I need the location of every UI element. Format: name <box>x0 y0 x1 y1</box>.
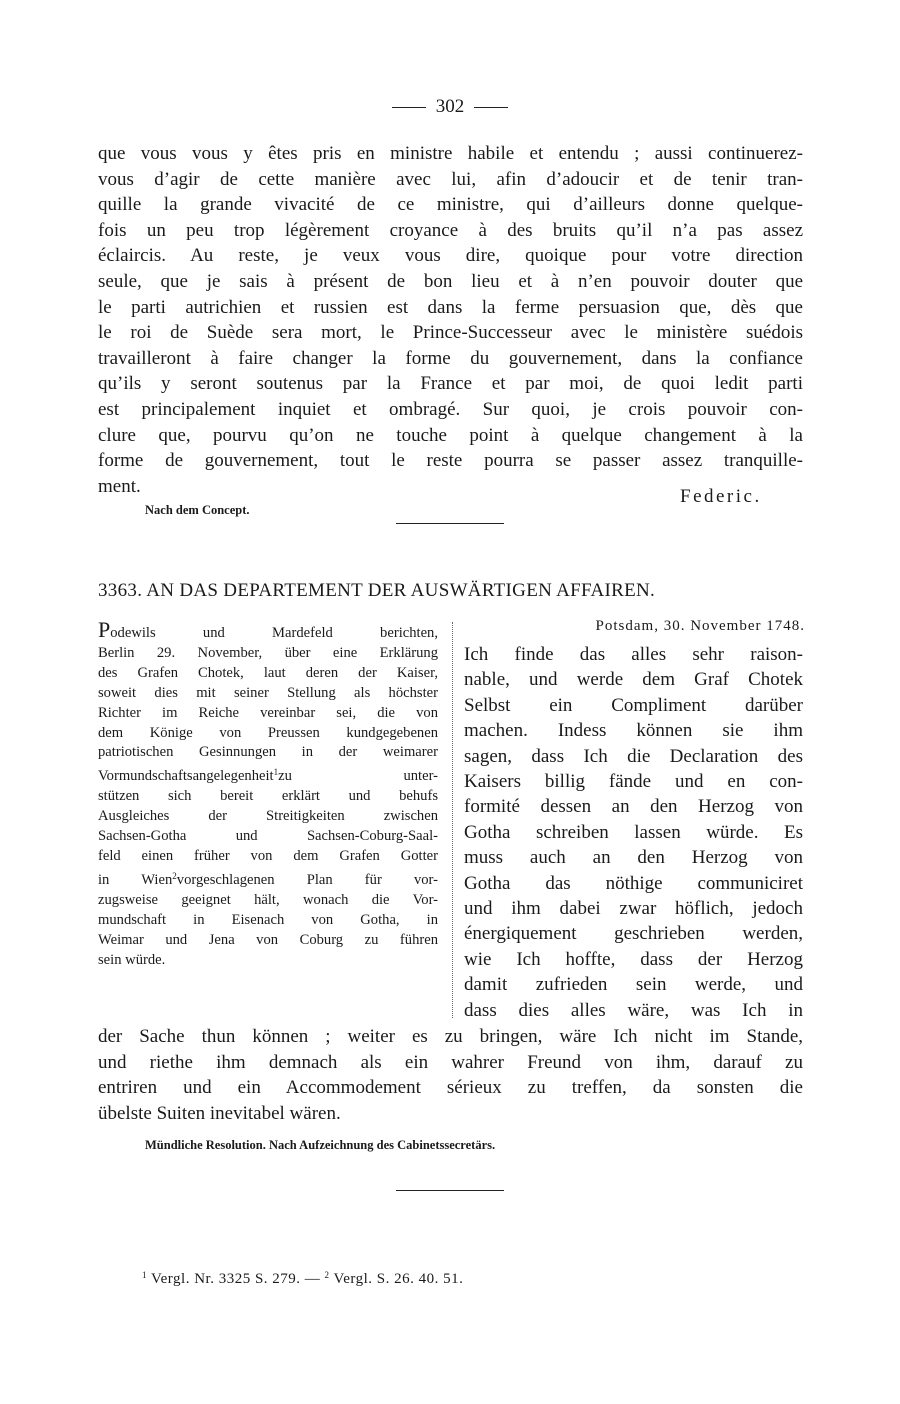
source-note-concept: Nach dem Concept. <box>145 503 250 517</box>
resolution-line: machen. Indess können sie ihm <box>464 720 803 742</box>
summary-line: in Wien$^2$vorgeschlagenen Plan für vor- <box>98 870 438 888</box>
resolution-line: übelste Suiten inevitabel wären. <box>98 1102 341 1124</box>
resolution-line: nable, und werde dem Graf Chotek <box>464 669 803 691</box>
drop-initial: P <box>98 617 111 642</box>
summary-line: Richter im Reiche vereinbar sei, die von <box>98 704 438 721</box>
summary-line: patriotischen Gesinnungen in der weimarer <box>98 744 438 761</box>
summary-line: Weimar und Jena von Coburg zu führen <box>98 931 438 948</box>
footnote-mark: 1 <box>273 767 279 778</box>
letter-line: travailleront à faire changer la forme du gouvernement, dans la confiance <box>98 347 803 369</box>
letter-line: vous d’agir de cette manière avec lui, afin d’adoucir et de tenir tran- <box>98 168 803 190</box>
signature: Federic. <box>680 486 762 507</box>
summary-line: mundschaft in Eisenach von Gotha, in <box>98 911 438 928</box>
letter-line: quille la grande vivacité de ce ministre, qui d’ailleurs donne quelque- <box>98 194 803 216</box>
resolution-line: Selbst ein Compliment darüber <box>464 694 803 716</box>
resolution-line: sagen, dass Ich die Declaration des <box>464 745 803 767</box>
document-heading: 3363. AN DAS DEPARTEMENT DER AUSWÄRTIGEN AFFAIREN. <box>98 580 656 601</box>
letter-line: fois un peu trop légèrement croyance à des bruits qu’il n’a pas assez <box>98 219 803 241</box>
section-divider <box>396 523 504 524</box>
resolution-line: damit zufrieden sein werde, und <box>464 974 803 996</box>
footnote-mark: 2 <box>324 1270 330 1280</box>
resolution-line: formité dessen an den Herzog von <box>464 796 803 818</box>
letter-line: forme de gouvernement, tout le reste pourra se passer assez tranquille- <box>98 450 803 472</box>
footnote-divider <box>396 1190 504 1191</box>
dateline: Potsdam, 30. November 1748. <box>595 618 805 634</box>
page-number-dash-left <box>392 107 426 108</box>
summary-line: Sachsen-Gotha und Sachsen-Coburg-Saal- <box>98 828 438 845</box>
summary-column <box>98 617 438 970</box>
letter-line: que vous vous y êtes pris en ministre habile et entendu ; aussi continuerez- <box>98 143 803 164</box>
summary-line: dem Könige von Preussen kundgegebenen <box>98 724 438 741</box>
resolution-continuation <box>98 1024 803 1126</box>
resolution-line: und ihm dabei zwar höflich, jedoch <box>464 898 803 920</box>
footnotes <box>142 1270 463 1288</box>
page-number-text: 302 <box>435 96 465 117</box>
page-number <box>0 96 900 118</box>
resolution-line: der Sache thun können ; weiter es zu bringen, wäre Ich nicht im Stande, <box>98 1026 803 1047</box>
summary-line: zugsweise geeignet hält, wonach die Vor- <box>98 891 438 908</box>
page-number-dash-right <box>474 107 508 108</box>
letter-line: le roi de Suède sera mort, le Prince-Successeur avec le ministère suédois <box>98 322 803 344</box>
summary-line: Ausgleiches der Streitigkeiten zwischen <box>98 808 438 825</box>
letter-line: seule, que je sais à présent de bon lieu et à n’en pouvoir douter que <box>98 270 803 292</box>
resolution-line: wie Ich hoffte, dass der Herzog <box>464 948 803 970</box>
resolution-line: Gotha das nöthige communiciret <box>464 872 803 894</box>
resolution-line: und riethe ihm demnach als ein wahrer Freund von ihm, darauf zu <box>98 1051 803 1073</box>
summary-line: Podewils und Mardefeld berichten, <box>98 617 438 642</box>
resolution-column <box>464 642 803 1023</box>
summary-line: feld einen früher von dem Grafen Gotter <box>98 847 438 864</box>
resolution-line: énergiquement geschrieben werden, <box>464 923 803 945</box>
resolution-line: dass dies alles wäre, was Ich in <box>464 999 803 1021</box>
footnote-mark: 1 <box>142 1270 147 1280</box>
letter-line: éclaircis. Au reste, je veux vous dire, quoique pour votre direction <box>98 245 803 267</box>
footnote-text: Vergl. Nr. 3325 S. 279. — <box>150 1271 321 1287</box>
summary-line: stützen sich bereit erklärt und behufs <box>98 788 438 805</box>
summary-line: Vormundschaftsangelegenheit$^1$zu unter- <box>98 767 438 785</box>
source-note-resolution: Mündliche Resolution. Nach Aufzeichnung des Cabinetssecretärs. <box>145 1138 496 1152</box>
summary-line: Berlin 29. November, über eine Erklärung <box>98 644 438 661</box>
summary-line: soweit dies mit seiner Stellung als höchster <box>98 684 438 701</box>
resolution-line: entriren und ein Accommodement sérieux zu treffen, da sonsten die <box>98 1077 803 1099</box>
letter-line: est principalement inquiet et ombragé. Sur quoi, je crois pouvoir con- <box>98 398 803 420</box>
resolution-line: muss auch an den Herzog von <box>464 847 803 869</box>
letter-line: clure que, pourvu qu’on ne touche point à quelque changement à la <box>98 424 803 446</box>
footnote-text: Vergl. S. 26. 40. 51. <box>333 1271 464 1287</box>
letter-continuation <box>98 141 803 499</box>
column-separator <box>452 622 453 1018</box>
summary-line: des Grafen Chotek, laut deren der Kaiser, <box>98 664 438 681</box>
resolution-line: Kaisers billig fände und en con- <box>464 771 803 793</box>
letter-line: ment. <box>98 475 141 497</box>
resolution-line: Ich finde das alles sehr raison- <box>464 644 803 665</box>
summary-line: sein würde. <box>98 951 166 968</box>
resolution-line: Gotha schreiben lassen würde. Es <box>464 821 803 843</box>
letter-line: qu’ils y seront soutenus par la France et par moi, de quoi ledit parti <box>98 373 803 395</box>
letter-line: le parti autrichien et russien est dans la ferme persuasion que, dès que <box>98 296 803 318</box>
footnote-mark: 2 <box>172 870 177 881</box>
